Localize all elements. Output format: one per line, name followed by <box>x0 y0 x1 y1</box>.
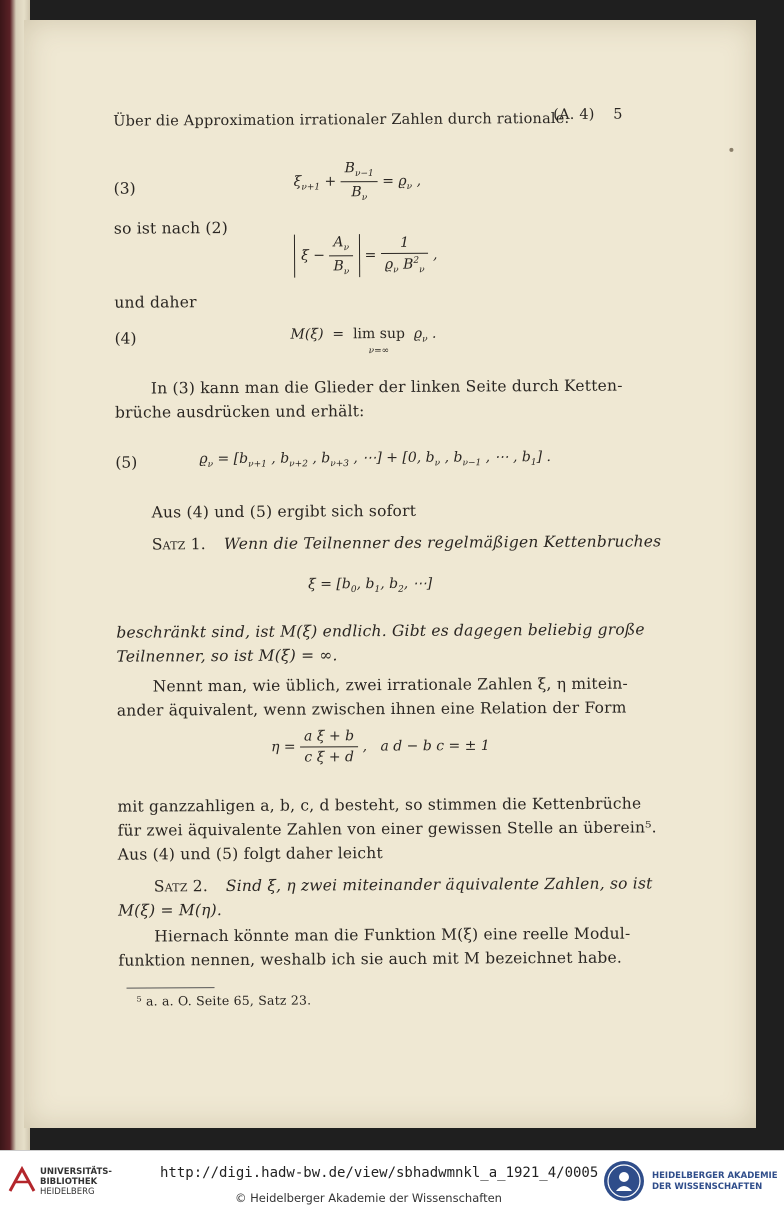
footnote: ⁵ a. a. O. Seite 65, Satz 23. <box>136 992 312 1009</box>
left-logo-line1: UNIVERSITÄTS- <box>40 1167 112 1177</box>
left-logo-line2: BIBLIOTHEK <box>40 1177 98 1187</box>
para1-line1: In (3) kann man die Glieder der linken Seite durch Ketten- <box>150 376 623 398</box>
page-number: 5 <box>613 106 623 123</box>
left-logo-line3: HEIDELBERG <box>40 1187 95 1197</box>
page-speck <box>729 148 733 152</box>
ub-logo-icon <box>8 1165 36 1195</box>
satz1-text: Wenn die Teilnenner des regelmäßigen Kettenbruches <box>223 532 662 554</box>
equation-4: M(ξ) = lim sup $ϱ_\nu$ . ν=∞ <box>290 325 437 357</box>
ub-heidelberg-logo[interactable] <box>8 1163 158 1203</box>
footnote-rule <box>127 987 215 989</box>
satz1-cont1: beschränkt sind, ist M(ξ) endlich. Gibt es dagegen beliebig große <box>116 620 645 642</box>
book-page <box>24 20 756 1128</box>
para4-line1: Hiernach könnte man die Funktion M(ξ) eine reelle Modul- <box>154 924 631 946</box>
para2-line2: ander äquivalent, wenn zwischen ihnen eine Relation der Form <box>116 698 627 720</box>
permalink-url[interactable]: http://digi.hadw-bw.de/view/sbhadwmnkl_a_1921_4/0005 <box>160 1165 599 1181</box>
equation-5-label: (5) <box>115 453 138 472</box>
running-title: Über die Approximation irrationaler Zahlen durch rationale. <box>113 110 570 130</box>
equation-moebius: η = $\frac{\text{a ξ + b}}{\text{c ξ + d}}$ , a d − b c = ± 1 <box>271 728 490 766</box>
satz1-heading: Satz 1. <box>151 535 206 554</box>
equation-5: $ϱ_\nu = [b_{\nu+1}$ , $b_{\nu+2}$ , $b_{\nu+3}$ , ⋯] + [0, $b_\nu$ , $b_{\nu-1}$ , ⋯ , $b_1$] . <box>199 449 552 470</box>
footer-bar <box>0 1150 784 1212</box>
right-logo-line2: DER WISSENSCHAFTEN <box>652 1182 763 1192</box>
text-aus-4-5: Aus (4) und (5) ergibt sich sofort <box>151 501 417 522</box>
para3-line3: Aus (4) und (5) folgt daher leicht <box>117 844 383 864</box>
text-und-daher: und daher <box>114 293 197 312</box>
equation-3: $\xi_{\nu+1}$ + $\frac{B_{\nu-1}}{B_\nu}$ = $ϱ_\nu$ , <box>293 160 422 203</box>
copyright-notice: © Heidelberger Akademie der Wissenschaften <box>235 1191 502 1205</box>
equation-3-label: (3) <box>113 179 136 198</box>
satz2-text: Sind ξ, η zwei miteinander äquivalente Zahlen, so ist <box>225 874 653 896</box>
equation-2-abs: ξ − $\frac{A_\nu}{B_\nu}$ = $\frac{1}{ϱ_\nu B^2_\nu}$ , <box>294 234 438 277</box>
academy-seal-icon <box>604 1161 644 1201</box>
para1-line2: brüche ausdrücken und erhält: <box>114 402 365 422</box>
text-so-ist-nach: so ist nach (2) <box>113 218 229 238</box>
satz2-cont: M(ξ) = M(η). <box>117 901 223 920</box>
hadw-logo[interactable] <box>604 1161 784 1205</box>
satz1-cont2: Teilnenner, so ist M(ξ) = ∞. <box>116 646 338 666</box>
para3-line2: für zwei äquivalente Zahlen von einer gewissen Stelle an überein⁵. <box>117 818 657 840</box>
satz2-heading: Satz 2. <box>153 877 209 896</box>
para2-line1: Nennt man, wie üblich, zwei irrationale Zahlen ξ, η mitein- <box>152 674 629 696</box>
equation-continued-fraction: $\xi = [b_0$, $b_1$, $b_2$, ⋯] <box>308 575 433 596</box>
equation-4-label: (4) <box>114 329 137 348</box>
right-logo-line1: HEIDELBERGER AKADEMIE <box>652 1171 778 1181</box>
section-label: (A. 4) <box>553 106 595 123</box>
para4-line2: funktion nennen, weshalb ich sie auch mit M bezeichnet habe. <box>118 948 623 970</box>
para3-line1: mit ganzzahligen a, b, c, d besteht, so stimmen die Kettenbrüche <box>117 794 642 816</box>
